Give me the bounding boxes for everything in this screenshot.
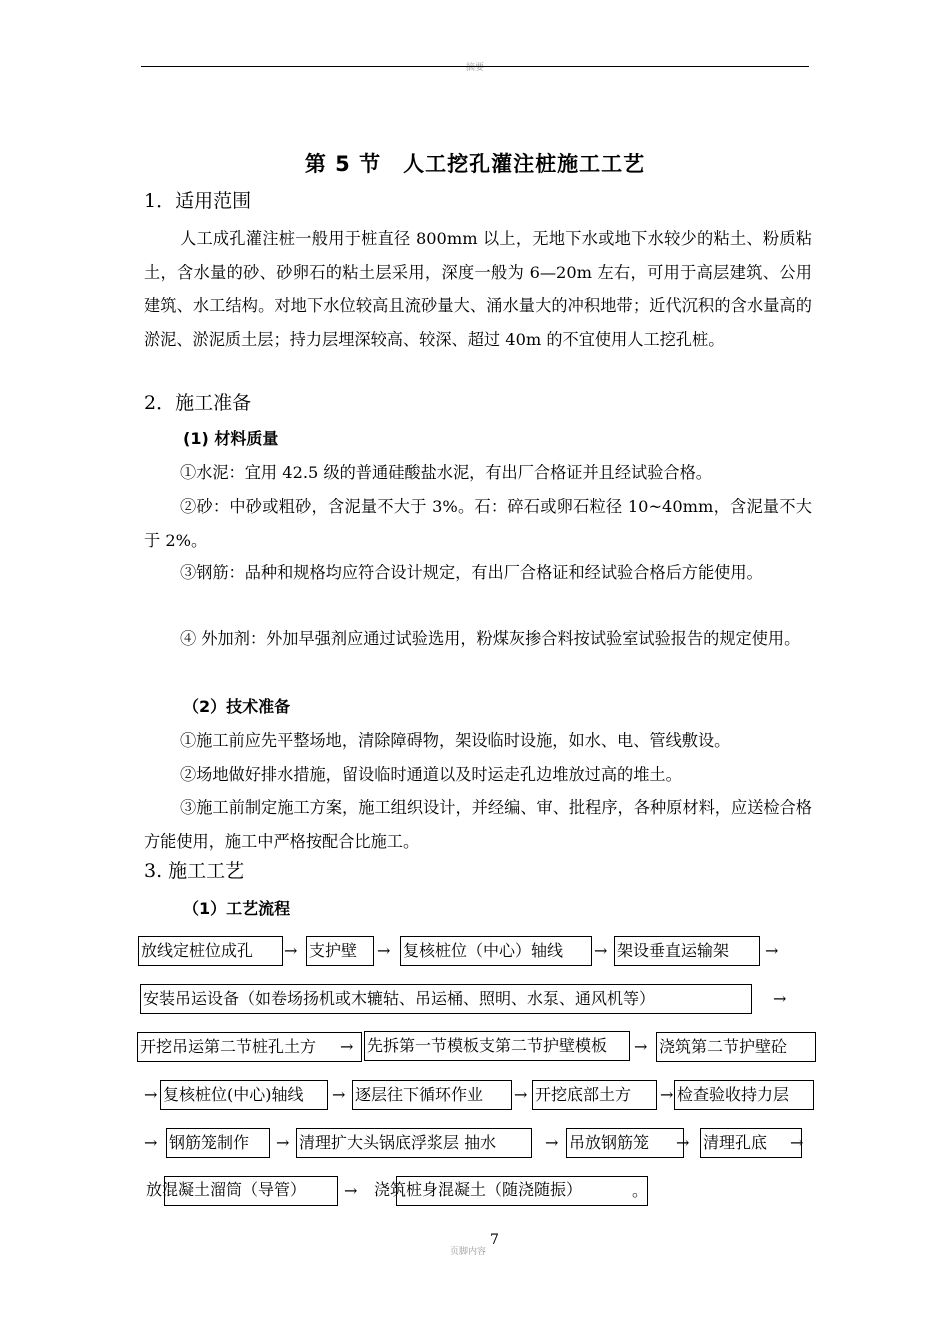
flow-arrow: → [377,941,391,960]
flow-step-box: 支护壁 [306,936,374,966]
flow-arrow: → [276,1133,290,1152]
flow-step-box: 检查验收持力层 [674,1080,814,1110]
flow-arrow: → [545,1133,559,1152]
footer-label: 页脚内容 [450,1247,487,1257]
flow-step-text: 放混凝土溜筒（导管） [146,1180,307,1199]
header-label: 摘要 [465,63,484,73]
flow-arrow: → [594,941,608,960]
section-1-heading: 1．适用范围 [144,190,252,212]
flow-step-box: 放线定桩位成孔 [138,936,283,966]
flow-arrow: → [765,941,779,960]
flow-arrow: → [340,1037,354,1056]
material-item: ④ 外加剂：外加早强剂应通过试验选用，粉煤灰掺合料按试验室试验报告的规定使用。 [180,629,801,648]
flow-step-box: 复核桩位（中心）轴线 [400,936,592,966]
page-title: 第 5 节 人工挖孔灌注桩施工工艺 [304,152,646,176]
flow-step-box [164,1176,338,1206]
section-3-heading: 3. 施工工艺 [144,860,245,882]
material-item: ②砂：中砂或粗砂，含泥量不大于 3%。石：碎石或卵石粒径 10~40mm，含泥量不大于 2%。 [144,497,812,550]
flow-step-box: 吊放钢筋笼 [566,1128,684,1158]
material-item: ①水泥：宜用 42.5 级的普通硅酸盐水泥，有出厂合格证并且经试验合格。 [180,463,712,482]
technical-item: ③施工前制定施工方案，施工组织设计，并经编、审、批程序，各种原材料，应送检合格方能使用，施工中严格按配合比施工。 [144,798,812,851]
flow-step-box: 浇筑第二节护壁砼 [656,1032,816,1062]
header-rule [141,66,809,67]
flow-arrow: → [660,1085,674,1104]
flow-step-box: 钢筋笼制作 [166,1128,270,1158]
flow-arrow: → [144,1133,158,1152]
section-2-heading: 2．施工准备 [144,392,252,414]
flow-arrow: → [790,1133,804,1152]
technical-item: ②场地做好排水措施，留设临时通道以及时运走孔边堆放过高的堆土。 [180,765,682,784]
technical-prep-heading: （2）技术准备 [183,697,291,716]
flow-step-box: 安装吊运设备（如卷场扬机或木辘轱、吊运桶、照明、水泵、通风机等） [140,984,752,1014]
flow-arrow: → [773,989,787,1008]
flow-arrow: → [144,1085,158,1104]
flow-step-box: 架设垂直运输架 [614,936,760,966]
flow-step-box: 开挖底部土方 [532,1080,657,1110]
flow-step-box: 开挖吊运第二节桩孔土方 [137,1032,362,1062]
flow-end-mark: 。 [632,1181,649,1200]
section-1-text: 人工成孔灌注桩一般用于桩直径 800mm 以上，无地下水或地下水较少的粘土、粉质粘土，含水量的砂、砂卵石的粘土层采用，深度一般为 6—20m 左右，可用于高层建筑、公用建筑、水工结构。对地下水位较高且流砂量大、涌水量大的冲积地带；近代沉积的含水量高的淤泥、淤泥质土层；持力层埋深较高、较深、超过 40m 的不宜使用人工挖孔桩。 [144,229,812,349]
flow-arrow: → [676,1133,690,1152]
flow-arrow: → [332,1085,346,1104]
flow-step-box [396,1176,648,1206]
flow-step-box: 清理扩大头锅底浮浆层 抽水 [296,1128,532,1158]
page-number: 7 [490,1232,499,1248]
flow-arrow: → [634,1037,648,1056]
material-item: ③钢筋：品种和规格均应符合设计规定，有出厂合格证和经试验合格后方能使用。 [180,563,763,582]
flow-step-box: 逐层往下循环作业 [352,1080,512,1110]
flow-arrow: → [514,1085,528,1104]
technical-item: ①施工前应先平整场地，清除障碍物，架设临时设施，如水、电、管线敷设。 [180,731,731,750]
flow-step-box: 清理孔底 [700,1128,802,1158]
process-flow-heading: （1）工艺流程 [183,899,291,918]
flow-step-box: 复核桩位(中心)轴线 [160,1080,328,1110]
flow-arrow: → [284,941,298,960]
flow-step-text: 浇筑桩身混凝土（随浇随振） [374,1180,583,1199]
flow-step-box: 先拆第一节模板支第二节护壁模板 [364,1031,630,1061]
flow-arrow: → [344,1181,358,1200]
material-quality-heading: (1) 材料质量 [183,429,279,448]
